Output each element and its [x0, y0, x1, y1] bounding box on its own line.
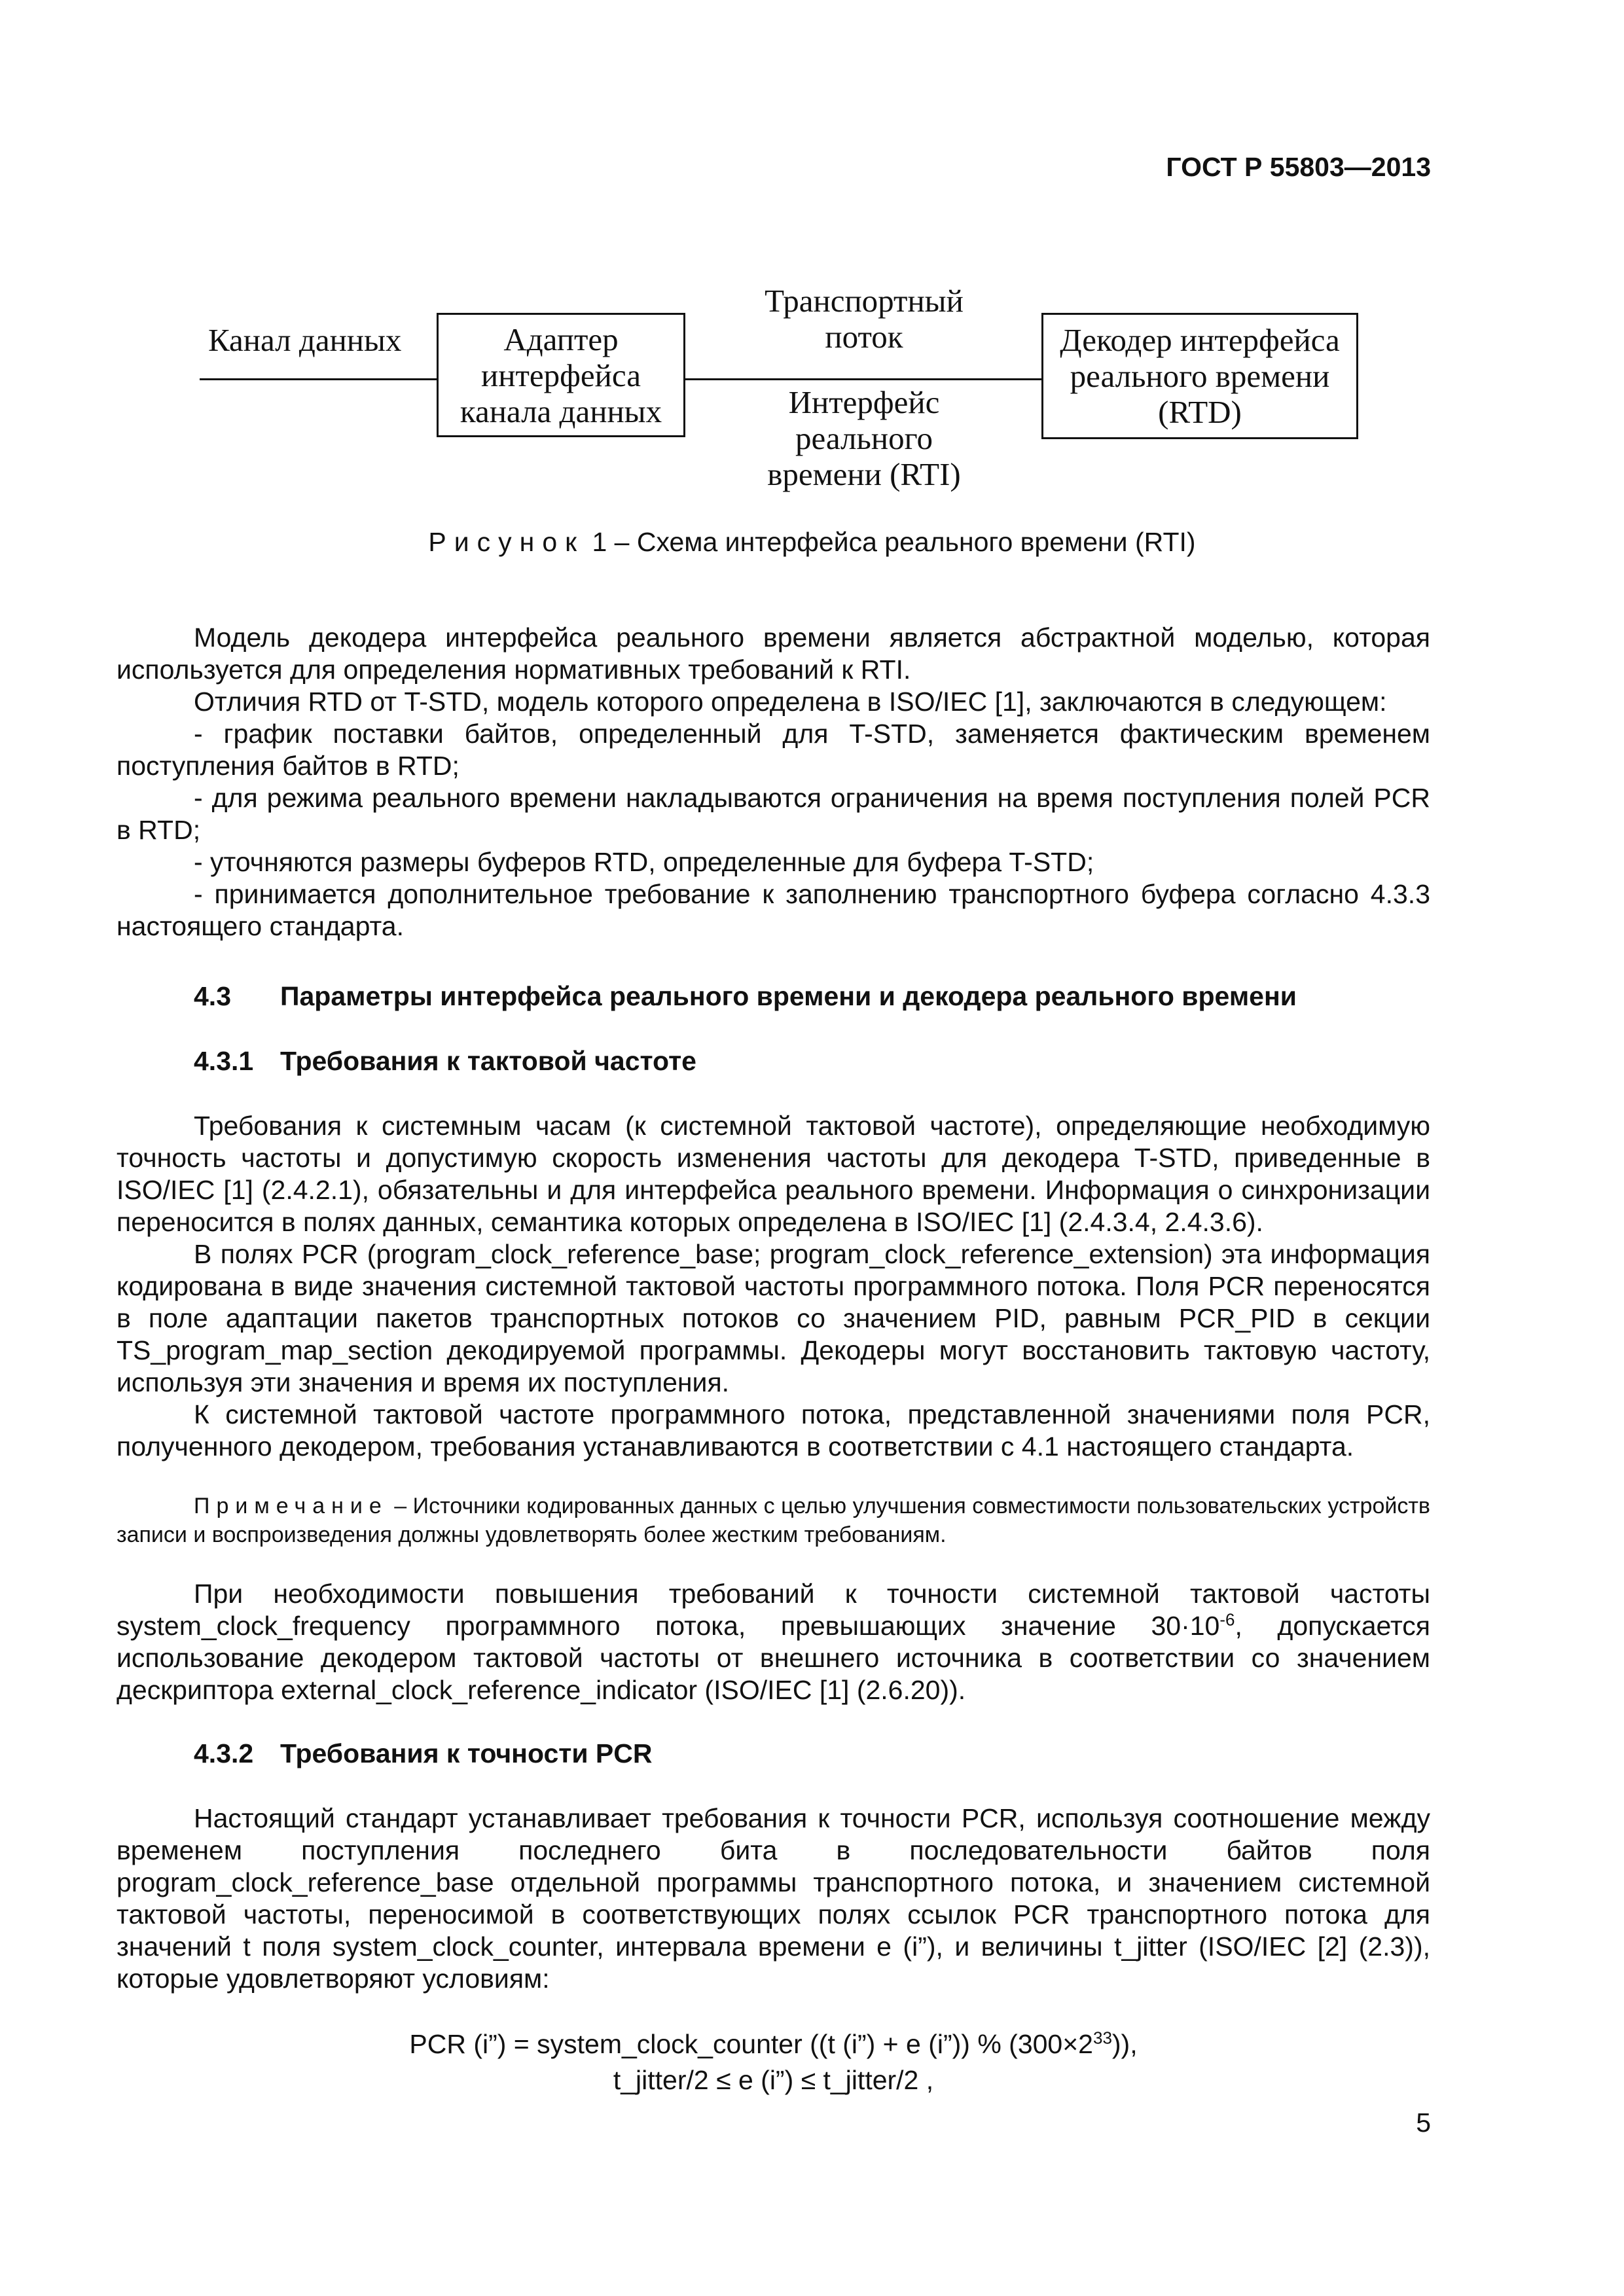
section-4-3-2-heading — [117, 1738, 1430, 1770]
formula-1-b: )), — [1111, 2029, 1138, 2059]
decoder-box — [1041, 313, 1358, 439]
decoder-line-2: реального времени — [1070, 358, 1330, 394]
intro-list-item: - уточняются размеры буферов RTD, определенные для буфера T-STD; — [194, 847, 1094, 877]
pcr-formula — [117, 2026, 1430, 2098]
rti-line-3: времени (RTI) — [767, 456, 961, 492]
stream-line — [685, 378, 1041, 380]
clock-paragraph-1: Требования к системным часам (к системной тактовой частоте), определяющие необходимую точность частоты и допустимую скорость изменения частоты для декодера T-STD, приведенные в ISO/IEC [1] (2.4.2.1), обязательны и для интерфейса реального времени. Информация о синхронизации переносится в полях данных, семантика которых определена в ISO/IEC [1] (2.4.3.4, 2.4.3.6). — [117, 1111, 1430, 1237]
intro-paragraph-1: Модель декодера интерфейса реального времени является абстрактной моделью, которая используется для определения нормативных требований к RTI. — [117, 622, 1430, 685]
formula-1-a: PCR (i”) = system_clock_counter ((t (i”) + e (i”)) % (300×2 — [409, 2029, 1093, 2059]
clock-paragraph-3: К системной тактовой частоте программного потока, представленной значениями поля PCR, полученного декодером, требования устанавливаются в соответствии с 4.1 настоящего стандарта. — [117, 1399, 1430, 1462]
formula-1-exponent: 33 — [1092, 2028, 1112, 2048]
section-title: Параметры интерфейса реального времени и декодера реального времени — [280, 981, 1297, 1011]
formula-line-2: t_jitter/2 ≤ e (i”) ≤ t_jitter/2 , — [613, 2065, 934, 2095]
section-number: 4.3.2 — [194, 1738, 254, 1768]
section-title: Требования к тактовой частоте — [280, 1046, 696, 1076]
rti-label — [720, 384, 1008, 492]
clock-paragraph-2: В полях PCR (program_clock_reference_base; program_clock_reference_extension) эта информация кодирована в виде значения системной тактовой частоты программного потока. Поля PCR переносятся в поле адаптации пакетов транспортных потоков со значением PID, равным PCR_PID в секции TS_program_map_section декодируемой программы. Декодеры могут восстановить тактовую частоту, используя эти значения и время их поступления. — [117, 1239, 1430, 1397]
page-number: 5 — [1416, 2108, 1431, 2138]
note-text: – Источники кодированных данных с целью улучшения совместимости пользовательских устройств записи и воспроизведения должны удовлетворять более жестким требованиям. — [117, 1494, 1430, 1547]
stream-line-1: Транспортный — [765, 283, 964, 319]
section-title: Требования к точности PCR — [280, 1738, 653, 1768]
note — [117, 1492, 1430, 1549]
section-number: 4.3.1 — [194, 1046, 254, 1076]
decoder-line-1: Декодер интерфейса — [1060, 322, 1340, 358]
adapter-line-3: канала данных — [460, 393, 662, 429]
caption-prefix: Рисунок — [428, 527, 585, 557]
formula-line-1 — [117, 2026, 1430, 2062]
stream-label — [720, 283, 1008, 355]
adapter-line-1: Адаптер — [503, 321, 619, 357]
intro-list-item: - принимается дополнительное требование к заполнению транспортного буфера согласно 4.3.3 настоящего стандарта. — [117, 879, 1430, 941]
intro-list-item: - график поставки байтов, определенный для T-STD, заменяется фактическим временем поступления байтов в RTD; — [117, 719, 1430, 781]
caption-text: 1 – Схема интерфейса реального времени (RTI) — [585, 527, 1196, 557]
rti-line-1: Интерфейс — [788, 384, 940, 420]
intro-list-item: - для режима реального времени накладываются ограничения на время поступления полей PCR в RTD; — [117, 783, 1430, 845]
channel-label: Канал данных — [208, 322, 402, 358]
figure-rti-diagram — [0, 0, 1624, 524]
pcr-paragraph-1: Настоящий стандарт устанавливает требования к точности PCR, используя соотношение между временем поступления последнего бита в последовательности байтов поля program_clock_reference_base отдельной программы транспортного потока, и значением системной тактовой частоты, переносимой в соответствующих полях ссылок PCR транспортного потока для значений t поля system_clock_counter, интервала времени e (i”), и величины t_jitter (ISO/IEC [2] (2.3)), которые удовлетворяют условиям: — [117, 1803, 1430, 1994]
section-number: 4.3 — [194, 981, 231, 1011]
stream-line-2: поток — [825, 319, 903, 355]
rti-line-2: реального — [795, 420, 933, 456]
adapter-line-2: интерфейса — [481, 357, 641, 393]
decoder-line-3: (RTD) — [1158, 394, 1242, 430]
clock-paragraph-4 — [117, 1578, 1430, 1706]
p4-text-b: , допускается использование декодером тактовой частоты от внешнего источника в соответствии со значением дескриптора external_clock_reference_indicator (ISO/IEC [1] (2.6.20)). — [117, 1611, 1430, 1705]
section-4-3-heading — [117, 980, 1430, 1013]
channel-line — [200, 378, 437, 380]
adapter-box — [437, 313, 685, 437]
standard-header: ГОСТ Р 55803—2013 — [1166, 152, 1431, 182]
note-label: Примечание — [194, 1494, 388, 1518]
intro-paragraph-2: Отличия RTD от T-STD, модель которого определена в ISO/IEC [1], заключаются в следующем: — [194, 687, 1387, 717]
document-body — [117, 622, 1430, 2098]
figure-caption — [0, 527, 1624, 558]
p4-text-a: При необходимости повышения требований к точности системной тактовой частоты system_clock_frequency программного потока, превышающих значение 30·10 — [117, 1579, 1430, 1641]
section-4-3-1-heading — [117, 1045, 1430, 1077]
p4-exponent: -6 — [1219, 1609, 1235, 1630]
